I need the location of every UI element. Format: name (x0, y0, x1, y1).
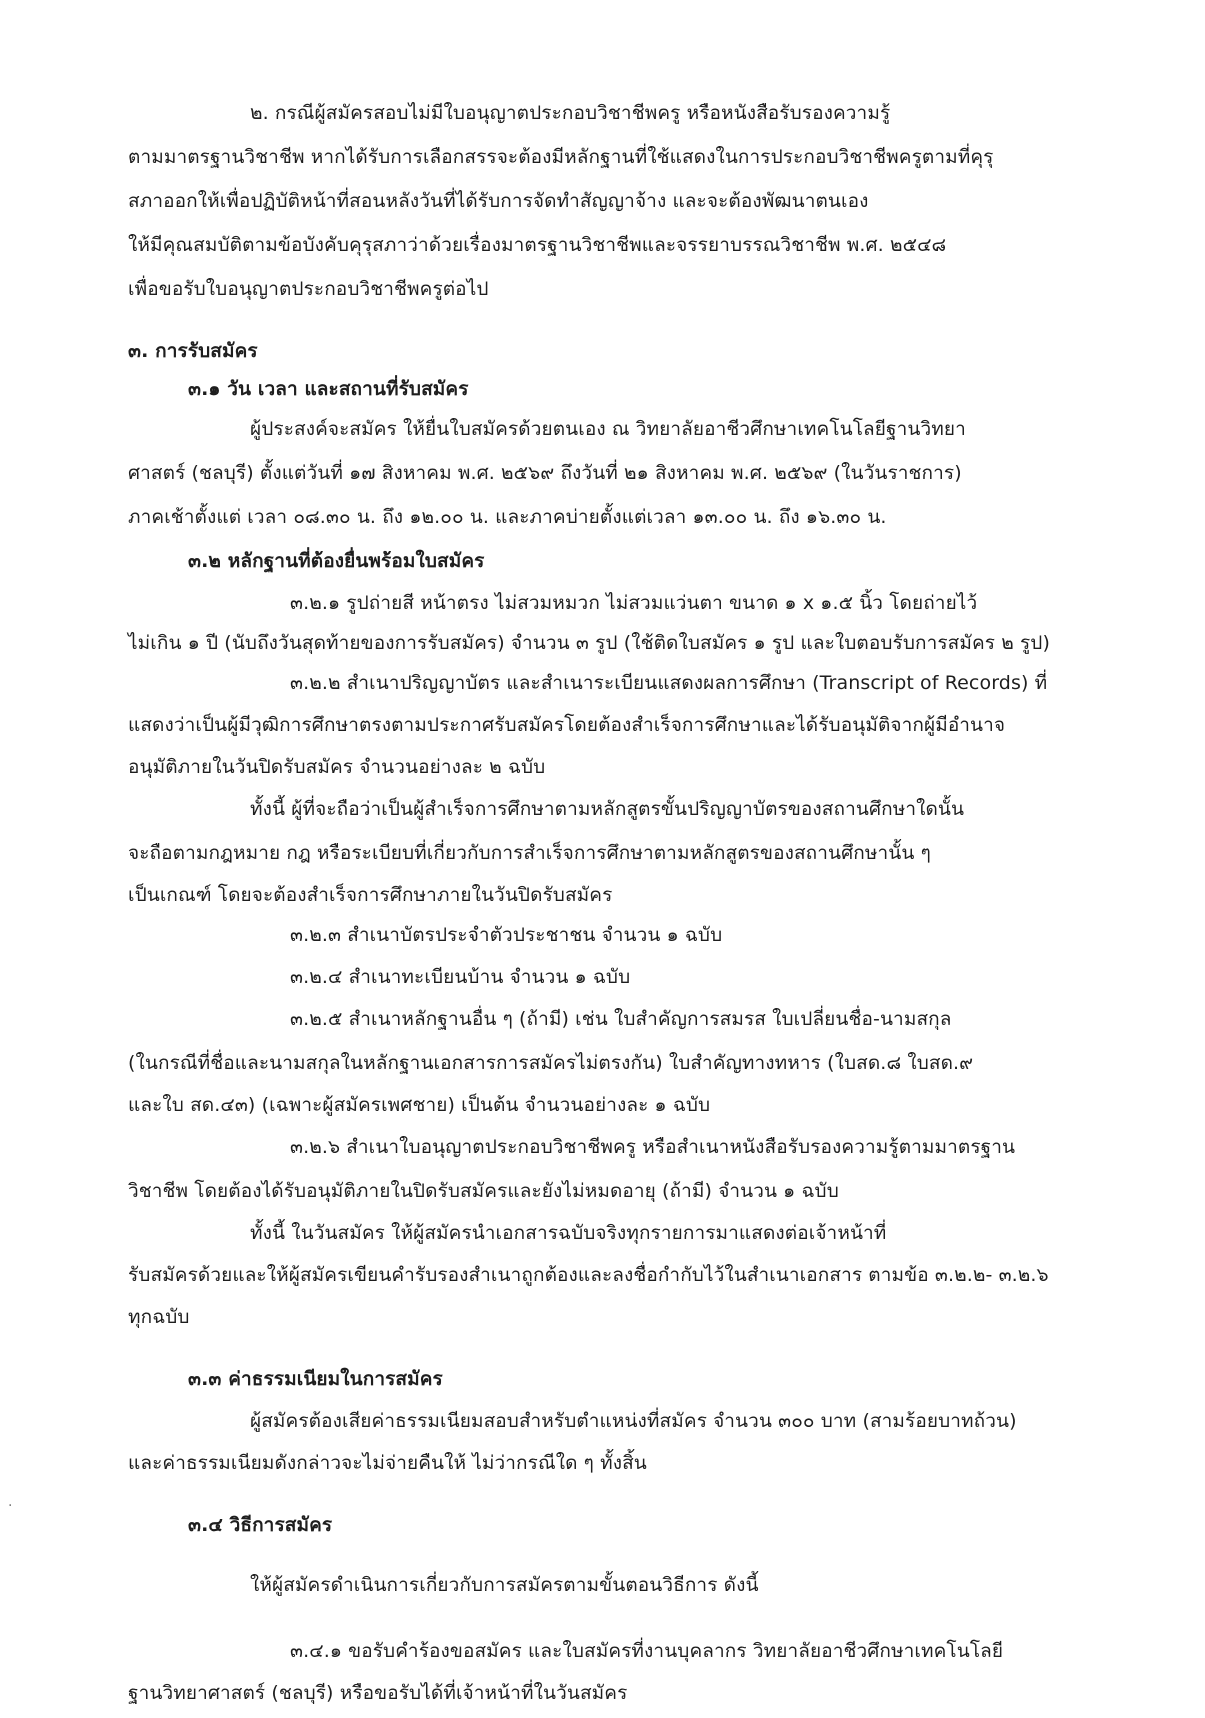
paragraph-2-line-4: ให้มีคุณสมบัติตามข้อบังคับคุรุสภาว่าด้วยเรื่องมาตรฐานวิชาชีพและจรรยาบรรณวิชาชีพ พ.ศ. ๒๕๔๘ (128, 234, 947, 256)
note-2-line-1: ทั้งนี้ ในวันสมัคร ให้ผู้สมัครนำเอกสารฉบับจริงทุกรายการมาแสดงต่อเจ้าหน้าที่ (250, 1222, 887, 1244)
margin-mark: . (8, 1494, 13, 1510)
item-3-2-3: ๓.๒.๓ สำเนาบัตรประจำตัวประชาชน จำนวน ๑ ฉบับ (290, 924, 723, 946)
item-3-2-1-line-2: ไม่เกิน ๑ ปี (นับถึงวันสุดท้ายของการรับสมัคร) จำนวน ๓ รูป (ใช้ติดใบสมัคร ๑ รูป และใบตอบรับการสมัคร ๒ รูป) (128, 632, 1050, 654)
item-3-4-1-line-2: ฐานวิทยาศาสตร์ (ชลบุรี) หรือขอรับได้ที่เจ้าหน้าที่ในวันสมัคร (128, 1682, 628, 1704)
section-3-3-line-1: ผู้สมัครต้องเสียค่าธรรมเนียมสอบสำหรับตำแหน่งที่สมัคร จำนวน ๓๐๐ บาท (สามร้อยบาทถ้วน) (250, 1410, 1017, 1432)
paragraph-2-line-2: ตามมาตรฐานวิชาชีพ หากได้รับการเลือกสรรจะต้องมีหลักฐานที่ใช้แสดงในการประกอบวิชาชีพครูตามที่คุรุ (128, 146, 994, 168)
paragraph-2-line-3: สภาออกให้เพื่อปฏิบัติหน้าที่สอนหลังวันที่ได้รับการจัดทำสัญญาจ้าง และจะต้องพัฒนาตนเอง (128, 190, 869, 212)
item-3-2-2-line-1: ๓.๒.๒ สำเนาปริญญาบัตร และสำเนาระเบียนแสดงผลการศึกษา (Transcript of Records) ที่ (290, 672, 1048, 694)
item-3-2-5-line-3: และใบ สด.๔๓) (เฉพาะผู้สมัครเพศชาย) เป็นต้น จำนวนอย่างละ ๑ ฉบับ (128, 1094, 711, 1116)
note-line-1: ทั้งนี้ ผู้ที่จะถือว่าเป็นผู้สำเร็จการศึกษาตามหลักสูตรขั้นปริญญาบัตรของสถานศึกษาใดนั้น (250, 798, 965, 820)
section-3-1-line-3: ภาคเช้าตั้งแต่ เวลา ๐๘.๓๐ น. ถึง ๑๒.๐๐ น. และภาคบ่ายตั้งแต่เวลา ๑๓.๐๐ น. ถึง ๑๖.๓๐ น. (128, 506, 887, 528)
note-line-3: เป็นเกณฑ์ โดยจะต้องสำเร็จการศึกษาภายในวันปิดรับสมัคร (128, 884, 613, 906)
note-line-2: จะถือตามกฎหมาย กฎ หรือระเบียบที่เกี่ยวกับการสำเร็จการศึกษาตามหลักสูตรของสถานศึกษานั้น ๆ (128, 842, 931, 864)
item-3-2-2-line-3: อนุมัติภายในวันปิดรับสมัคร จำนวนอย่างละ ๒ ฉบับ (128, 756, 546, 778)
section-3-2-heading: ๓.๒ หลักฐานที่ต้องยื่นพร้อมใบสมัคร (188, 550, 485, 572)
section-3-4-intro: ให้ผู้สมัครดำเนินการเกี่ยวกับการสมัครตามขั้นตอนวิธีการ ดังนี้ (250, 1574, 759, 1596)
paragraph-2-line-5: เพื่อขอรับใบอนุญาตประกอบวิชาชีพครูต่อไป (128, 278, 489, 300)
section-3-3-line-2: และค่าธรรมเนียมดังกล่าวจะไม่จ่ายคืนให้ ไม่ว่ากรณีใด ๆ ทั้งสิ้น (128, 1452, 647, 1474)
item-3-2-6-line-1: ๓.๒.๖ สำเนาใบอนุญาตประกอบวิชาชีพครู หรือสำเนาหนังสือรับรองความรู้ตามมาตรฐาน (290, 1136, 1016, 1158)
item-3-2-5-line-1: ๓.๒.๕ สำเนาหลักฐานอื่น ๆ (ถ้ามี) เช่น ใบสำคัญการสมรส ใบเปลี่ยนชื่อ-นามสกุล (290, 1008, 952, 1030)
item-3-2-2-line-2: แสดงว่าเป็นผู้มีวุฒิการศึกษาตรงตามประกาศรับสมัครโดยต้องสำเร็จการศึกษาและได้รับอนุมัติจากผู้มีอำนาจ (128, 714, 1006, 736)
note-2-line-3: ทุกฉบับ (128, 1306, 190, 1328)
section-3-4-heading: ๓.๔ วิธีการสมัคร (188, 1514, 333, 1536)
section-3-heading: ๓. การรับสมัคร (128, 340, 258, 362)
item-3-2-5-line-2: (ในกรณีที่ชื่อและนามสกุลในหลักฐานเอกสารการสมัครไม่ตรงกัน) ใบสำคัญทางทหาร (ใบสด.๘ ใบสด.๙ (128, 1052, 974, 1074)
item-3-2-6-line-2: วิชาชีพ โดยต้องได้รับอนุมัติภายในปิดรับสมัครและยังไม่หมดอายุ (ถ้ามี) จำนวน ๑ ฉบับ (128, 1180, 839, 1202)
section-3-1-heading: ๓.๑ วัน เวลา และสถานที่รับสมัคร (188, 378, 469, 400)
note-2-line-2: รับสมัครด้วยและให้ผู้สมัครเขียนคำรับรองสำเนาถูกต้องและลงชื่อกำกับไว้ในสำเนาเอกสาร ตามข้อ ๓.๒.๒- ๓.๒.๖ (128, 1264, 1049, 1286)
section-3-1-line-1: ผู้ประสงค์จะสมัคร ให้ยื่นใบสมัครด้วยตนเอง ณ วิทยาลัยอาชีวศึกษาเทคโนโลยีฐานวิทยา (250, 418, 966, 440)
paragraph-2-line-1: ๒. กรณีผู้สมัครสอบไม่มีใบอนุญาตประกอบวิชาชีพครู หรือหนังสือรับรองความรู้ (250, 102, 891, 124)
item-3-4-1-line-1: ๓.๔.๑ ขอรับคำร้องขอสมัคร และใบสมัครที่งานบุคลากร วิทยาลัยอาชีวศึกษาเทคโนโลยี (290, 1640, 1004, 1662)
section-3-1-line-2: ศาสตร์ (ชลบุรี) ตั้งแต่วันที่ ๑๗ สิงหาคม พ.ศ. ๒๕๖๙ ถึงวันที่ ๒๑ สิงหาคม พ.ศ. ๒๕๖๙ (ในวันราชการ) (128, 462, 962, 484)
item-3-2-4: ๓.๒.๔ สำเนาทะเบียนบ้าน จำนวน ๑ ฉบับ (290, 966, 631, 988)
section-3-3-heading: ๓.๓ ค่าธรรมเนียมในการสมัคร (188, 1368, 443, 1390)
item-3-2-1-line-1: ๓.๒.๑ รูปถ่ายสี หน้าตรง ไม่สวมหมวก ไม่สวมแว่นตา ขนาด ๑ x ๑.๕ นิ้ว โดยถ่ายไว้ (290, 592, 978, 614)
